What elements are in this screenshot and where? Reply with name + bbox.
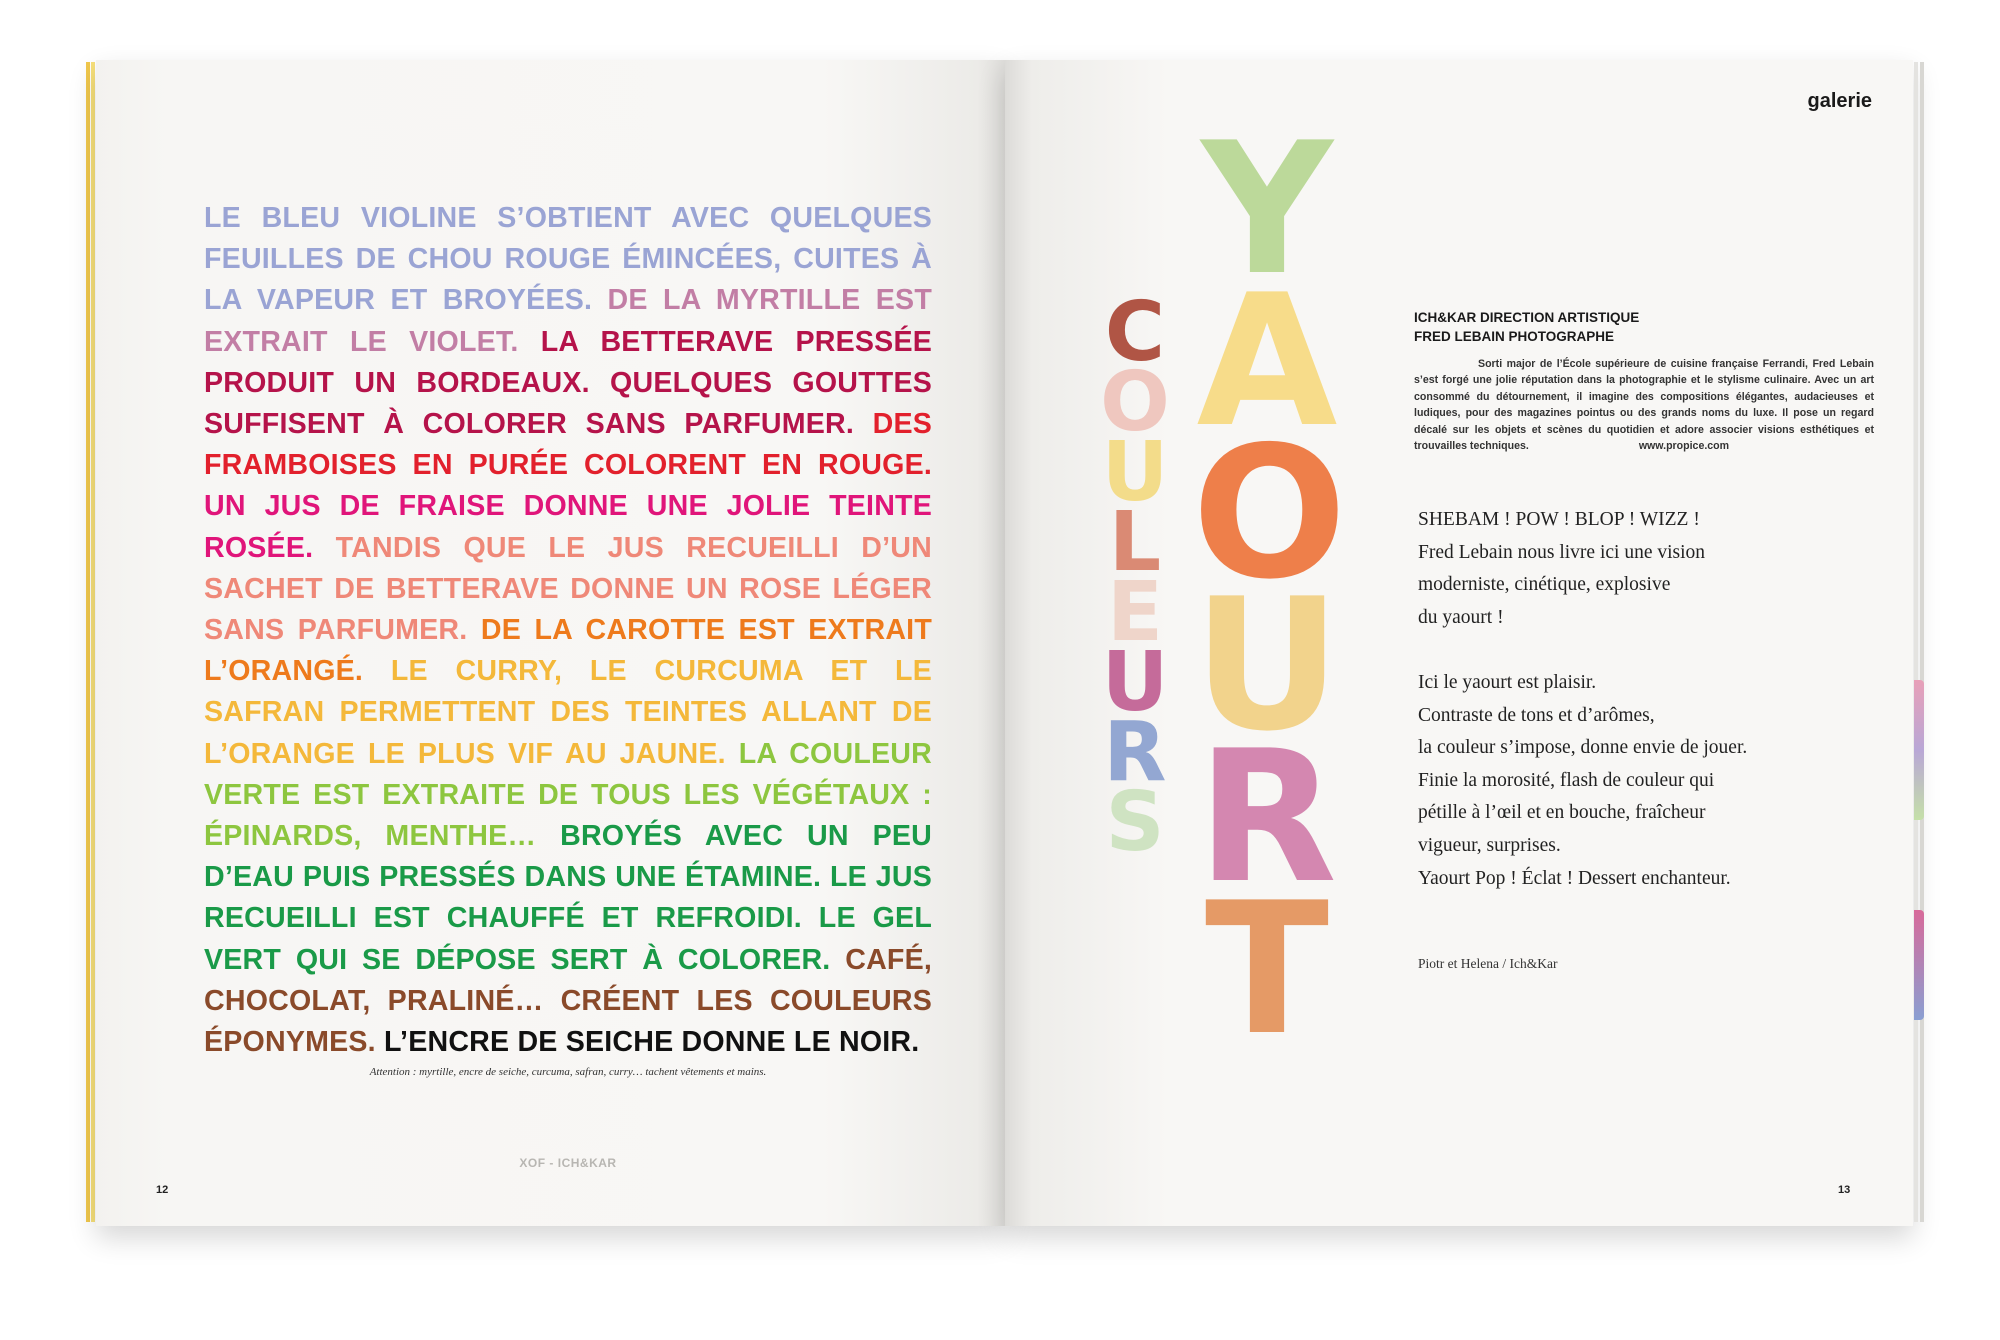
stain-warning-note: Attention : myrtille, encre de seiche, curcuma, safran, curry… tachent vêtements et mains. bbox=[369, 1066, 767, 1078]
article-body bbox=[1418, 504, 1888, 895]
article-line: Ici le yaourt est plaisir. bbox=[1418, 671, 1597, 693]
title-letter-small: L bbox=[1108, 495, 1162, 590]
footer-credit: XOF - ICH&KAR bbox=[519, 1156, 617, 1170]
magazine-spread bbox=[82, 60, 1928, 1226]
manifesto-segment: UN JUS DE FRAISE DONNE UNE JOLIE TEINTE ROSÉE. bbox=[204, 490, 932, 564]
article-line: du yaourt ! bbox=[1418, 606, 1504, 628]
page-edge-stack bbox=[86, 62, 90, 1222]
manifesto-segment: CAFÉ, CHOCOLAT, PRALINÉ… CRÉENT LES COULEURS ÉPONYMES. bbox=[204, 943, 932, 1059]
bio-text: Sorti major de l’École supérieure de cuisine française Ferrandi, Fred Lebain s’est forgé une jolie réputation dans la photographie et le stylisme culinaire. Avec un art consommé du détournement, il imagine des compositions élégantes, audacieuses et ludiques, pour des magazines pointus ou des grands noms du luxe. Il pose un regard décalé sur les objets et scènes du quotidien et adore associer visions esthétiques et trouvailles techniques. bbox=[1414, 358, 1874, 453]
manifesto-segment: LA COULEUR VERTE EST EXTRAITE DE TOUS LES VÉGÉTAUX : ÉPINARDS, MENTHE… bbox=[204, 737, 932, 853]
title-letter-small: O bbox=[1100, 355, 1170, 450]
title-letter-big: O bbox=[1192, 407, 1347, 619]
credit-line-photographer: FRED LEBAIN PHOTOGRAPHE bbox=[1414, 329, 1615, 344]
paragraph-gap bbox=[1418, 634, 1888, 667]
title-letter-small: E bbox=[1106, 565, 1163, 660]
page-edge-stack bbox=[91, 62, 95, 1222]
title-letter-small: R bbox=[1103, 705, 1167, 800]
manifesto-segment: LE BLEU VIOLINE S’OBTIENT AVEC QUELQUES FEUILLES DE CHOU ROUGE ÉMINCÉES, CUITES À LA VAPEUR ET BROYÉES. bbox=[204, 202, 932, 317]
title-letter-small: S bbox=[1105, 775, 1165, 870]
title-letter-small: U bbox=[1101, 635, 1169, 730]
title-letter-big: Y bbox=[1201, 103, 1333, 315]
title-letter-small: U bbox=[1101, 425, 1169, 520]
article-line: moderniste, cinétique, explosive bbox=[1418, 574, 1671, 596]
page-number-right: 13 bbox=[1838, 1184, 1851, 1196]
manifesto-segment: BROYÉS AVEC UN PEU D’EAU PUIS PRESSÉS DANS UNE ÉTAMINE. LE JUS RECUEILLI EST CHAUFFÉ ET REFROIDI. LE GEL VERT QUI SE DÉPOSE SERT À COLORER. bbox=[204, 820, 932, 976]
page-tab-marker bbox=[1914, 680, 1924, 820]
article-line: Finie la morosité, flash de couleur qui bbox=[1418, 769, 1715, 791]
manifesto-segment: DE LA CAROTTE EST EXTRAIT L’ORANGÉ. bbox=[204, 614, 932, 688]
manifesto-segment: TANDIS QUE LE JUS RECUEILLI D’UN SACHET DE BETTERAVE DONNE UN ROSE LÉGER SANS PARFUMER. bbox=[204, 531, 932, 647]
page-tab-marker bbox=[1914, 910, 1924, 1020]
article-line: Contraste de tons et d’arômes, bbox=[1418, 704, 1655, 726]
article-line: Yaourt Pop ! Éclat ! Dessert enchanteur. bbox=[1418, 867, 1731, 889]
title-letter-big: A bbox=[1196, 255, 1338, 467]
credit-line-art-direction: ICH&KAR DIRECTION ARTISTIQUE bbox=[1414, 310, 1640, 325]
manifesto-segment: LE CURRY, LE CURCUMA ET LE SAFRAN PERMETTENT DES TEINTES ALLANT DE L’ORANGE LE PLUS VIF AU JAUNE. bbox=[204, 655, 932, 770]
title-letter-small: C bbox=[1104, 285, 1166, 380]
manifesto-segment: DES FRAMBOISES EN PURÉE COLORENT EN ROUGE. bbox=[204, 408, 932, 482]
title-letter-big: R bbox=[1196, 711, 1338, 923]
article-line: vigueur, surprises. bbox=[1418, 834, 1561, 856]
article-line: Fred Lebain nous livre ici une vision bbox=[1418, 541, 1706, 563]
credits-block bbox=[1414, 308, 1874, 346]
article-signature: Piotr et Helena / Ich&Kar bbox=[1418, 956, 1558, 971]
title-letter-big: T bbox=[1204, 863, 1330, 1075]
photographer-bio bbox=[1414, 356, 1874, 454]
color-manifesto-text bbox=[204, 198, 932, 1063]
manifesto-segment: LA BETTERAVE PRESSÉE PRODUIT UN BORDEAUX. QUELQUES GOUTTES SUFFISENT À COLORER SANS PARFUMER. bbox=[204, 325, 932, 441]
page-edge-stack bbox=[1920, 62, 1924, 1222]
manifesto-segment: DE LA MYRTILLE EST EXTRAIT LE VIOLET. bbox=[204, 284, 932, 358]
bio-website-link[interactable]: www.propice.com bbox=[1638, 440, 1730, 453]
article-line: pétille à l’œil et en bouche, fraîcheur bbox=[1418, 802, 1706, 824]
section-label: galerie bbox=[1807, 90, 1872, 112]
article-line: SHEBAM ! POW ! BLOP ! WIZZ ! bbox=[1418, 509, 1700, 530]
page-edge-stack bbox=[1914, 62, 1918, 1222]
page-number-left: 12 bbox=[156, 1184, 169, 1196]
article-line: la couleur s’impose, donne envie de jouer. bbox=[1418, 737, 1748, 759]
manifesto-segment: L’ENCRE DE SEICHE DONNE LE NOIR. bbox=[383, 1026, 920, 1059]
title-letter-big: U bbox=[1193, 559, 1341, 771]
